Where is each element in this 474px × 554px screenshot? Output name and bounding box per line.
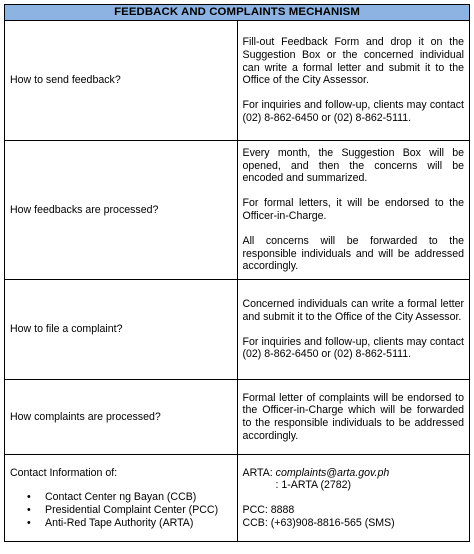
table-title: FEEDBACK AND COMPLAINTS MECHANISM bbox=[5, 5, 470, 21]
contact-heading: Contact Information of: bbox=[10, 466, 118, 479]
answer-paragraph: All concerns will be forwarded to the responsible individuals and will be addressed accordingly. bbox=[242, 235, 464, 273]
table-row-send-feedback bbox=[5, 21, 470, 141]
list-item bbox=[10, 504, 232, 517]
question-cell: How to file a complaint? bbox=[5, 280, 238, 380]
ccb-line: CCB: (+63)908-8816-565 (SMS) bbox=[242, 516, 395, 529]
feedback-complaints-table bbox=[4, 4, 470, 542]
arta-label: ARTA: bbox=[242, 466, 273, 479]
contact-item-label: Contact Center ng Bayan (CCB) bbox=[45, 491, 197, 504]
table-row-file-complaint bbox=[5, 280, 470, 380]
question-cell: How to send feedback? bbox=[5, 21, 238, 141]
answer-paragraph: For formal letters, it will be endorsed to the Officer-in-Charge. bbox=[242, 197, 464, 222]
answer-paragraph: For inquiries and follow-up, clients may contact (02) 8-862-6450 or (02) 8-862-5111. bbox=[242, 99, 464, 124]
pcc-line: PCC: 8888 bbox=[242, 504, 295, 516]
contact-details-cell bbox=[237, 455, 470, 542]
list-item bbox=[10, 491, 232, 504]
contact-item-label: Anti-Red Tape Authority (ARTA) bbox=[45, 516, 194, 529]
contact-item-label: Presidential Complaint Center (PCC) bbox=[45, 504, 219, 516]
table-row-complaints-processed bbox=[5, 380, 470, 455]
answer-paragraph: Fill-out Feedback Form and drop it on the Suggestion Box or the concerned individual can write a formal letter and submit it to the Office of the City Assessor. bbox=[242, 36, 464, 87]
answer-paragraph: Formal letter of complaints will be endorsed to the Officer-in-Charge which will be forwarded to the responsible individuals to be addressed accordingly. bbox=[242, 391, 464, 442]
answer-cell bbox=[237, 21, 470, 141]
answer-paragraph: For inquiries and follow-up, clients may contact (02) 8-862-6450 or (02) 8-862-5111. bbox=[242, 335, 464, 361]
bullet-icon: • bbox=[27, 516, 31, 529]
title-row bbox=[5, 5, 470, 21]
contact-cell bbox=[5, 455, 238, 542]
bullet-icon: • bbox=[27, 504, 31, 516]
question-cell: How feedbacks are processed? bbox=[5, 141, 238, 280]
answer-cell bbox=[237, 280, 470, 380]
arta-phone: : 1-ARTA (2782) bbox=[275, 479, 352, 492]
arta-line bbox=[243, 467, 465, 480]
contact-list bbox=[10, 491, 232, 529]
list-item bbox=[10, 517, 232, 530]
answer-paragraph: Concerned individuals can write a formal letter and submit it to the Office of the City Assessor. bbox=[242, 298, 464, 323]
spacer bbox=[243, 492, 465, 504]
arta-email-link[interactable]: complaints@arta.gov.ph bbox=[275, 466, 390, 479]
table-row-feedback-processed bbox=[5, 141, 470, 280]
question-cell: How complaints are processed? bbox=[5, 380, 238, 455]
bullet-icon: • bbox=[27, 491, 31, 504]
answer-paragraph: Every month, the Suggestion Box will be opened, and then the concerns will be encoded and summarized. bbox=[242, 147, 464, 185]
answer-cell bbox=[237, 380, 470, 455]
answer-cell bbox=[237, 141, 470, 280]
table-row-contact-information bbox=[5, 455, 470, 542]
